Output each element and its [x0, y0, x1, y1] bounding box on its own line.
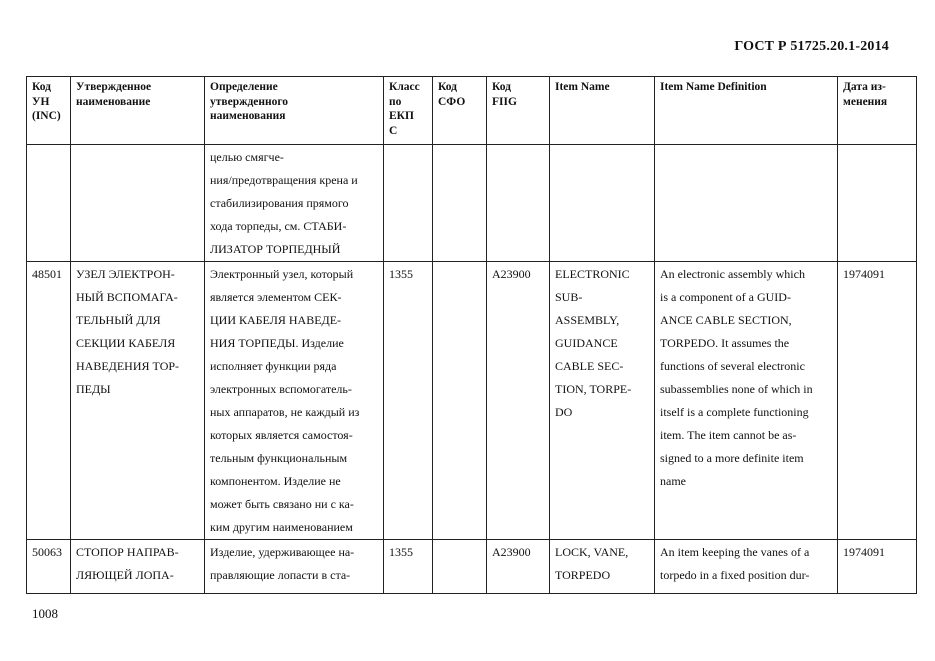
text-line: СЕКЦИИ КАБЕЛЯ [76, 336, 176, 350]
text-line: DO [555, 405, 573, 419]
text-line: Дата из- [843, 81, 886, 93]
text-line: TORPEDO [555, 568, 611, 582]
cell-sfo [433, 262, 487, 540]
col-header-definition [205, 77, 384, 145]
text-line: is a component of a GUID- [660, 290, 791, 304]
cell-class [384, 145, 433, 262]
text-line: Item Name Definition [660, 81, 767, 93]
cell-name [71, 145, 205, 262]
text-line: functions of several electronic [660, 359, 805, 373]
cell-name [71, 262, 205, 540]
text-line: правляющие лопасти в ста- [210, 568, 351, 582]
text-line: Код [438, 81, 458, 93]
text-line: ЕКП [389, 110, 414, 122]
text-line: An electronic assembly which [660, 267, 805, 281]
text-line: СТОПОР НАПРАВ- [76, 545, 179, 559]
text-line: signed to a more definite item [660, 451, 804, 465]
page-number: 1008 [32, 606, 58, 621]
document-code: ГОСТ Р 51725.20.1-2014 [734, 39, 889, 54]
text-line: электронных вспомогатель- [210, 382, 352, 396]
cell-name [71, 540, 205, 594]
col-header-fiig [487, 77, 550, 145]
text-line: LOCK, VANE, [555, 545, 629, 559]
text-line: хода торпеды, см. СТАБИ- [210, 219, 347, 233]
col-header-sfo [433, 77, 487, 145]
text-line: ТЕЛЬНЫЙ ДЛЯ [76, 313, 161, 327]
text-line: ных аппаратов, не каждый из [210, 405, 360, 419]
text-line: ния/предотвращения крена и [210, 173, 358, 187]
text-line: может быть связано ни с ка- [210, 497, 354, 511]
text-line: ELECTRONIC [555, 267, 630, 281]
text-line: (INC) [32, 110, 61, 122]
text-line: УН [32, 95, 50, 108]
text-line: SUB- [555, 290, 583, 304]
cell-date [838, 145, 917, 262]
text-line: Электронный узел, который [210, 267, 354, 281]
table-header-row [27, 77, 917, 145]
cell-item-name [550, 262, 655, 540]
text-line: CABLE SEC- [555, 359, 624, 373]
text-line: name [660, 474, 686, 488]
text-line: Утвержденное [76, 81, 152, 93]
col-header-inc [27, 77, 71, 145]
text-line: Код [32, 81, 52, 93]
cell-definition [205, 540, 384, 594]
text-line: менения [843, 95, 888, 108]
cell-fiig: A23900 [487, 262, 550, 540]
text-line: ЛЯЮЩЕЙ ЛОПА- [76, 568, 174, 582]
cell-item-definition [655, 540, 838, 594]
text-line: СФО [438, 95, 466, 108]
cell-inc [27, 145, 71, 262]
text-line: GUIDANCE [555, 336, 618, 350]
table-row [27, 540, 917, 594]
col-header-item-name [550, 77, 655, 145]
text-line: Item Name [555, 81, 610, 93]
text-line: компонентом. Изделие не [210, 474, 341, 488]
text-line: которых является самостоя- [210, 428, 353, 442]
text-line: Определение [210, 81, 278, 93]
text-line: subassemblies none of which in [660, 382, 813, 396]
cell-class: 1355 [384, 540, 433, 594]
text-line: ASSEMBLY, [555, 313, 620, 327]
text-line: itself is a complete functioning [660, 405, 809, 419]
cell-item-definition [655, 262, 838, 540]
text-line: TORPEDO. It assumes the [660, 336, 790, 350]
text-line: ПЕДЫ [76, 382, 111, 396]
text-line: torpedo in a fixed position dur- [660, 568, 810, 582]
text-line: ЛИЗАТОР ТОРПЕДНЫЙ [210, 242, 341, 256]
text-line: item. The item cannot be as- [660, 428, 797, 442]
text-line: является элементом СЕК- [210, 290, 342, 304]
text-line: НАВЕДЕНИЯ ТОР- [76, 359, 180, 373]
cell-fiig: A23900 [487, 540, 550, 594]
text-line: Код [492, 81, 512, 93]
text-line: по [389, 95, 402, 108]
text-line: тельным функциональным [210, 451, 348, 465]
text-line: FIIG [492, 95, 517, 108]
cell-item-definition [655, 145, 838, 262]
cell-fiig [487, 145, 550, 262]
cell-date: 1974091 [838, 262, 917, 540]
text-line: наименование [76, 95, 151, 108]
col-header-class [384, 77, 433, 145]
nomenclature-table [26, 76, 917, 594]
cell-class: 1355 [384, 262, 433, 540]
col-header-name [71, 77, 205, 145]
cell-sfo [433, 145, 487, 262]
text-line: наименования [210, 110, 286, 122]
cell-definition [205, 145, 384, 262]
text-line: С [389, 124, 398, 137]
cell-item-name [550, 145, 655, 262]
text-line: TION, TORPE- [555, 382, 632, 396]
text-line: НЫЙ ВСПОМАГА- [76, 290, 178, 304]
text-line: Класс [389, 81, 420, 93]
text-line: ЦИИ КАБЕЛЯ НАВЕДЕ- [210, 313, 342, 327]
text-line: утвержденного [210, 95, 289, 108]
cell-inc: 50063 [27, 540, 71, 594]
cell-item-name [550, 540, 655, 594]
text-line: ANCE CABLE SECTION, [660, 313, 792, 327]
text-line: целью смягче- [210, 150, 284, 164]
text-line: An item keeping the vanes of a [660, 545, 810, 559]
table-row [27, 262, 917, 540]
col-header-item-definition [655, 77, 838, 145]
text-line: стабилизирования прямого [210, 196, 349, 210]
cell-definition [205, 262, 384, 540]
table-row [27, 145, 917, 262]
text-line: УЗЕЛ ЭЛЕКТРОН- [76, 267, 175, 281]
text-line: НИЯ ТОРПЕДЫ. Изделие [210, 336, 344, 350]
text-line: ким другим наименованием [210, 520, 353, 534]
text-line: исполняет функции ряда [210, 359, 337, 373]
text-line: Изделие, удерживающее на- [210, 545, 355, 559]
cell-sfo [433, 540, 487, 594]
cell-date: 1974091 [838, 540, 917, 594]
cell-inc: 48501 [27, 262, 71, 540]
col-header-date [838, 77, 917, 145]
